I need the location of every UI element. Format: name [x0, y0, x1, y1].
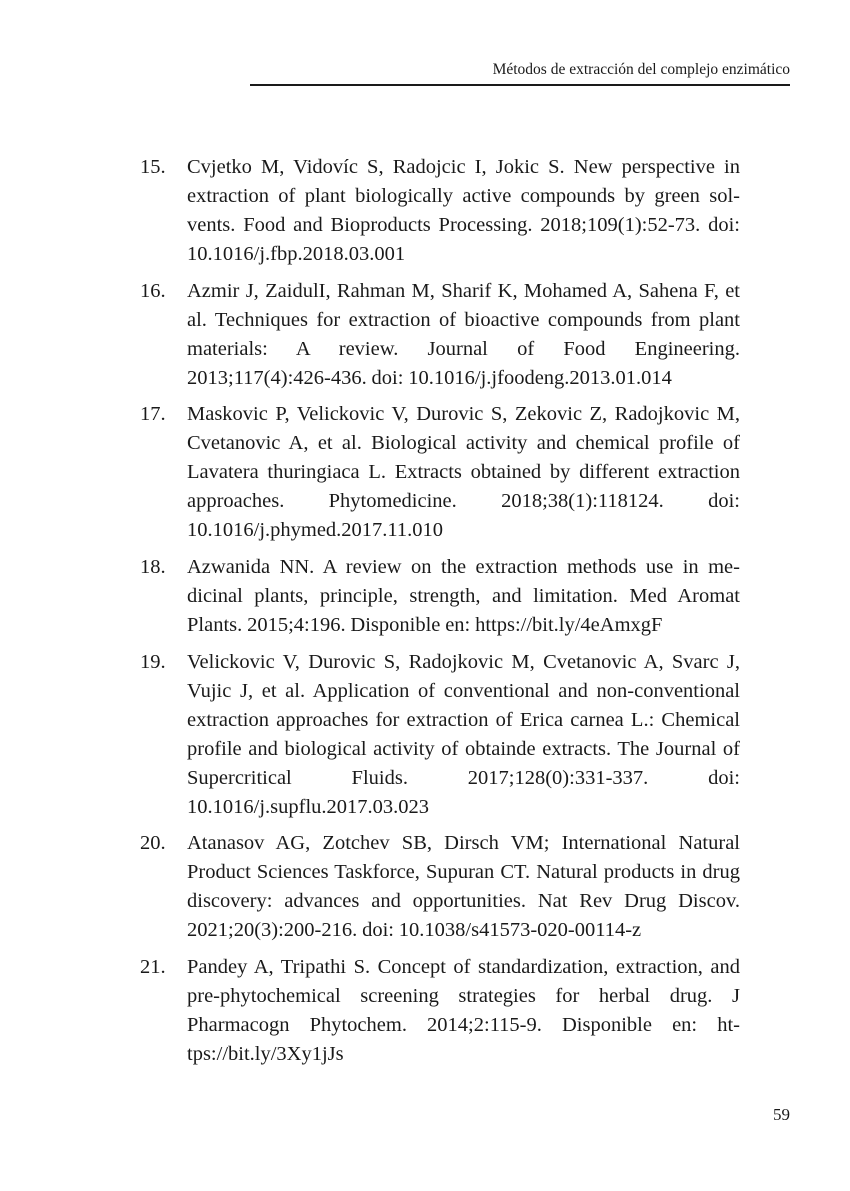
- header-rule: [250, 84, 790, 86]
- reference-number: 20.: [140, 832, 166, 855]
- reference-text: Atanasov AG, Zotchev SB, Dirsch VM; International Natural Product Sciences Taskforce, Supuran CT. Natural products in drug discovery: advances and opportunities. Nat Rev Drug Discov. 2021;20(3):200-216. doi: 10.1038/s41573-020-00114-z: [187, 832, 740, 942]
- reference-text: Velickovic V, Durovic S, Radojkovic M, Cvetanovic A, Svarc J, Vujic J, et al. Application of conventional and non-conventional extraction approaches for extraction of Erica carnea L.: Chemical profile and biological activity of obtainde extracts. The Journal of Supercritical Fluids. 2017;128(0):331-337. doi: 10.1016/j.supflu.2017.03.023: [187, 650, 740, 818]
- reference-item: [140, 553, 740, 640]
- reference-number: 21.: [140, 956, 166, 979]
- running-header: Métodos de extracción del complejo enzimático: [492, 61, 790, 78]
- reference-item: [140, 153, 740, 269]
- reference-item: [140, 277, 740, 393]
- reference-number: 19.: [140, 650, 166, 673]
- reference-number: 17.: [140, 403, 166, 426]
- reference-number: 15.: [140, 156, 166, 178]
- page-number: 59: [773, 1105, 790, 1124]
- reference-item: [140, 648, 740, 822]
- reference-item: [140, 400, 740, 545]
- reference-list: [140, 153, 740, 1077]
- reference-text: Maskovic P, Velickovic V, Durovic S, Zekovic Z, Radojkovic M, Cvetanovic A, et al. Biological activity and chemical profile of Lavatera thuringiaca L. Extracts obtained by different extraction approaches. Phytomedicine. 2018;38(1):118124. doi: 10.1016/j.phymed.2017.11.010: [187, 403, 740, 542]
- reference-text: Azmir J, ZaidulI, Rahman M, Sharif K, Mohamed A, Sahena F, et al. Techniques for extraction of bioactive compounds from plant materials: A review. Journal of Food Engineering. 2013;117(4):426-436. doi: 10.1016/j.jfoodeng.2013.01.014: [187, 279, 740, 389]
- reference-text: Pandey A, Tripathi S. Concept of standardization, extraction, and pre-phytochemical screening strategies for herbal drug. J Pharmacogn Phytochem. 2014;2:115-9. Disponible en: https://bit.ly/3Xy1jJs: [187, 956, 740, 1066]
- reference-item: [140, 953, 740, 1069]
- reference-item: [140, 829, 740, 945]
- reference-number: 18.: [140, 556, 166, 579]
- reference-number: 16.: [140, 279, 166, 302]
- reference-text: Cvjetko M, Vidovíc S, Radojcic I, Jokic S. New perspective in extraction of plant biologically active compounds by green solvents. Food and Bioproducts Processing. 2018;109(1):52-73. doi: 10.1016/j.fbp.2018.03.001: [187, 156, 740, 265]
- reference-text: Azwanida NN. A review on the extraction methods use in medicinal plants, principle, strength, and limitation. Med Aromat Plants. 2015;4:196. Disponible en: https://bit.ly/4eAmxgF: [187, 556, 740, 637]
